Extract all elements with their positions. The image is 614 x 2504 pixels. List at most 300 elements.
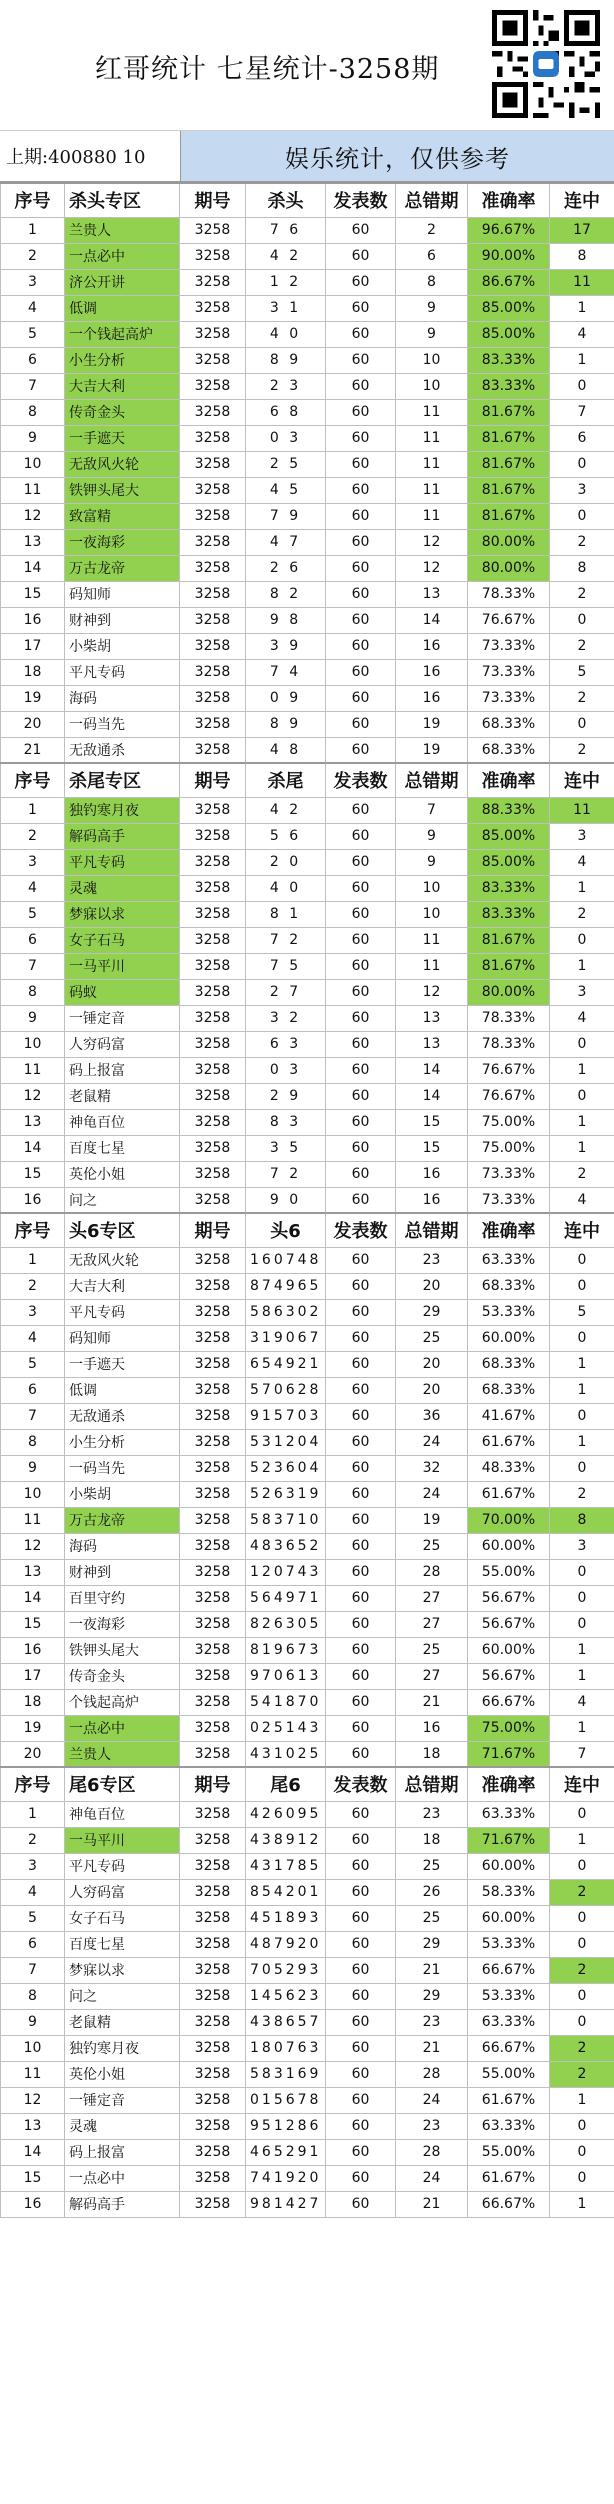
table-cell: 15 (1, 1161, 65, 1187)
table-cell: 20 (1, 711, 65, 737)
table-cell: 3258 (180, 2061, 246, 2087)
table-row (1, 1853, 614, 1879)
table-row (1, 373, 614, 399)
table-cell: 75.00% (468, 1715, 550, 1741)
table-cell: 8 9 (246, 347, 326, 373)
table-cell: 20 (396, 1273, 468, 1299)
table-cell: 一码当先 (65, 711, 180, 737)
table-cell: 55.00% (468, 2061, 550, 2087)
table-cell: 10 (1, 1031, 65, 1057)
column-header: 序号 (1, 183, 65, 217)
table-cell: 一个钱起高炉 (65, 321, 180, 347)
table-cell: 83.33% (468, 901, 550, 927)
stats-table-body (1, 183, 614, 2217)
table-cell: 60 (326, 1377, 396, 1403)
table-cell: 78.33% (468, 581, 550, 607)
table-cell: 60 (326, 581, 396, 607)
table-cell: 码上报富 (65, 2139, 180, 2165)
table-cell: 3258 (180, 373, 246, 399)
table-cell: 一手遮天 (65, 1351, 180, 1377)
table-cell: 0 (550, 1325, 614, 1351)
table-cell: 160748 (246, 1247, 326, 1273)
table-cell: 21 (396, 2191, 468, 2217)
table-cell: 60 (326, 1187, 396, 1213)
table-cell: 4 (1, 1879, 65, 1905)
table-cell: 7 2 (246, 1161, 326, 1187)
table-row (1, 711, 614, 737)
table-row (1, 2165, 614, 2191)
table-cell: 68.33% (468, 737, 550, 763)
table-cell: 3258 (180, 399, 246, 425)
table-cell: 1 (550, 1377, 614, 1403)
table-row (1, 633, 614, 659)
table-cell: 583710 (246, 1507, 326, 1533)
table-cell: 951286 (246, 2113, 326, 2139)
table-cell: 438657 (246, 2009, 326, 2035)
table-cell: 145623 (246, 1983, 326, 2009)
table-cell: 11 (396, 425, 468, 451)
section-header-row (1, 1767, 614, 1801)
table-row (1, 1247, 614, 1273)
table-cell: 5 6 (246, 823, 326, 849)
table-cell: 523604 (246, 1455, 326, 1481)
table-cell: 6 8 (246, 399, 326, 425)
table-cell: 60 (326, 295, 396, 321)
table-cell: 3258 (180, 633, 246, 659)
table-cell: 1 (550, 1827, 614, 1853)
stats-table (0, 182, 614, 2218)
table-cell: 24 (396, 2165, 468, 2191)
table-cell: 29 (396, 1983, 468, 2009)
table-cell: 3258 (180, 1161, 246, 1187)
table-cell: 3258 (180, 1827, 246, 1853)
table-cell: 3258 (180, 1983, 246, 2009)
table-cell: 14 (396, 1057, 468, 1083)
table-cell: 874965 (246, 1273, 326, 1299)
table-cell: 11 (1, 477, 65, 503)
table-cell: 9 (1, 2009, 65, 2035)
table-cell: 14 (1, 1585, 65, 1611)
table-row (1, 1879, 614, 1905)
table-cell: 兰贵人 (65, 1741, 180, 1767)
table-cell: 60 (326, 451, 396, 477)
table-cell: 19 (1, 685, 65, 711)
table-cell: 53.33% (468, 1931, 550, 1957)
table-cell: 3 5 (246, 1135, 326, 1161)
column-header: 杀头 (246, 183, 326, 217)
table-cell: 705293 (246, 1957, 326, 1983)
table-row (1, 425, 614, 451)
table-row (1, 875, 614, 901)
table-cell: 0 9 (246, 685, 326, 711)
table-cell: 60 (326, 797, 396, 823)
table-cell: 85.00% (468, 321, 550, 347)
table-cell: 73.33% (468, 1161, 550, 1187)
table-cell: 1 (1, 1801, 65, 1827)
table-cell: 16 (1, 1187, 65, 1213)
table-row (1, 849, 614, 875)
table-row (1, 1715, 614, 1741)
table-cell: 3258 (180, 1299, 246, 1325)
table-cell: 60 (326, 1741, 396, 1767)
table-cell: 8 (1, 1429, 65, 1455)
table-cell: 23 (396, 1801, 468, 1827)
table-cell: 3258 (180, 295, 246, 321)
table-cell: 女子石马 (65, 1905, 180, 1931)
table-cell: 0 (550, 2009, 614, 2035)
table-cell: 25 (396, 1325, 468, 1351)
table-cell: 81.67% (468, 953, 550, 979)
table-row (1, 1983, 614, 2009)
table-cell: 15 (1, 2165, 65, 2191)
table-cell: 60 (326, 875, 396, 901)
table-cell: 0 (550, 1247, 614, 1273)
table-row (1, 243, 614, 269)
table-cell: 60 (326, 1325, 396, 1351)
table-cell: 10 (396, 875, 468, 901)
table-cell: 2 (550, 685, 614, 711)
table-cell: 一点必中 (65, 1715, 180, 1741)
table-cell: 19 (396, 711, 468, 737)
table-cell: 60 (326, 1247, 396, 1273)
table-cell: 60.00% (468, 1905, 550, 1931)
table-row (1, 2061, 614, 2087)
table-cell: 21 (396, 2035, 468, 2061)
table-cell: 3258 (180, 477, 246, 503)
table-cell: 3258 (180, 1931, 246, 1957)
table-cell: 60 (326, 1031, 396, 1057)
table-cell: 3258 (180, 1057, 246, 1083)
table-cell: 60 (326, 1715, 396, 1741)
table-cell: 0 (550, 2139, 614, 2165)
table-cell: 7 (1, 373, 65, 399)
table-cell: 23 (396, 1247, 468, 1273)
column-header: 准确率 (468, 763, 550, 797)
table-cell: 18 (396, 1827, 468, 1853)
table-cell: 12 (396, 979, 468, 1005)
table-cell: 3258 (180, 1533, 246, 1559)
table-cell: 73.33% (468, 659, 550, 685)
table-cell: 独钓寒月夜 (65, 797, 180, 823)
column-header: 总错期 (396, 1767, 468, 1801)
table-cell: 487920 (246, 1931, 326, 1957)
table-cell: 3258 (180, 1109, 246, 1135)
table-cell: 英伦小姐 (65, 2061, 180, 2087)
column-header: 连中 (550, 1213, 614, 1247)
table-cell: 60 (326, 1481, 396, 1507)
table-cell: 14 (1, 1135, 65, 1161)
table-cell: 60.00% (468, 1637, 550, 1663)
table-cell: 3258 (180, 1879, 246, 1905)
table-cell: 3258 (180, 737, 246, 763)
table-cell: 无敌风火轮 (65, 451, 180, 477)
table-cell: 3258 (180, 425, 246, 451)
table-cell: 18 (1, 1689, 65, 1715)
table-cell: 3258 (180, 503, 246, 529)
table-cell: 2 (396, 217, 468, 243)
table-cell: 0 (550, 1273, 614, 1299)
table-cell: 3258 (180, 1247, 246, 1273)
table-cell: 无敌通杀 (65, 737, 180, 763)
table-cell: 60 (326, 399, 396, 425)
table-cell: 3258 (180, 347, 246, 373)
table-cell: 3 (550, 1533, 614, 1559)
table-cell: 60 (326, 823, 396, 849)
table-cell: 85.00% (468, 295, 550, 321)
table-cell: 12 (1, 1083, 65, 1109)
column-header: 杀头专区 (65, 183, 180, 217)
column-header: 连中 (550, 1767, 614, 1801)
table-cell: 1 (550, 1057, 614, 1083)
table-cell: 21 (396, 1689, 468, 1715)
table-cell: 问之 (65, 1187, 180, 1213)
table-cell: 73.33% (468, 1187, 550, 1213)
table-cell: 76.67% (468, 607, 550, 633)
table-cell: 60 (326, 633, 396, 659)
table-cell: 60 (326, 2087, 396, 2113)
table-cell: 60 (326, 1611, 396, 1637)
table-cell: 60 (326, 1957, 396, 1983)
table-cell: 0 (550, 2113, 614, 2139)
table-cell: 28 (396, 2139, 468, 2165)
table-cell: 63.33% (468, 1247, 550, 1273)
table-cell: 24 (396, 1481, 468, 1507)
table-cell: 60 (326, 269, 396, 295)
table-cell: 码上报富 (65, 1057, 180, 1083)
table-cell: 81.67% (468, 399, 550, 425)
table-cell: 96.67% (468, 217, 550, 243)
table-cell: 1 (550, 2087, 614, 2113)
table-cell: 8 (1, 399, 65, 425)
table-cell: 11 (1, 2061, 65, 2087)
last-period-label: 上期:400880 10 (6, 147, 146, 168)
table-cell: 60 (326, 1801, 396, 1827)
table-cell: 万古龙帝 (65, 1507, 180, 1533)
table-cell: 826305 (246, 1611, 326, 1637)
table-cell: 3 (1, 1853, 65, 1879)
table-cell: 60 (326, 1057, 396, 1083)
table-cell: 个钱起高炉 (65, 1689, 180, 1715)
table-cell: 神龟百位 (65, 1109, 180, 1135)
table-cell: 3258 (180, 581, 246, 607)
table-cell: 灵魂 (65, 2113, 180, 2139)
table-cell: 81.67% (468, 477, 550, 503)
table-cell: 4 8 (246, 737, 326, 763)
table-cell: 2 3 (246, 373, 326, 399)
table-cell: 0 (550, 451, 614, 477)
table-cell: 3258 (180, 2009, 246, 2035)
table-cell: 78.33% (468, 1031, 550, 1057)
table-cell: 60 (326, 2139, 396, 2165)
table-cell: 61.67% (468, 1481, 550, 1507)
table-cell: 5 (1, 1905, 65, 1931)
table-cell: 0 (550, 1905, 614, 1931)
table-cell: 3258 (180, 1957, 246, 1983)
table-cell: 483652 (246, 1533, 326, 1559)
table-cell: 0 (550, 1403, 614, 1429)
table-cell: 60 (326, 1559, 396, 1585)
table-row (1, 1005, 614, 1031)
table-cell: 60 (326, 477, 396, 503)
table-row (1, 1273, 614, 1299)
table-cell: 0 3 (246, 425, 326, 451)
table-row (1, 1031, 614, 1057)
column-header: 期号 (180, 1767, 246, 1801)
table-cell: 76.67% (468, 1057, 550, 1083)
table-cell: 3258 (180, 1689, 246, 1715)
table-cell: 60 (326, 503, 396, 529)
table-cell: 1 (550, 295, 614, 321)
table-cell: 1 (550, 1637, 614, 1663)
table-cell: 12 (1, 2087, 65, 2113)
table-row (1, 2139, 614, 2165)
table-cell: 3258 (180, 1031, 246, 1057)
table-cell: 81.67% (468, 425, 550, 451)
table-cell: 60 (326, 2191, 396, 2217)
table-cell: 60 (326, 425, 396, 451)
table-cell: 23 (396, 2113, 468, 2139)
table-cell: 13 (396, 581, 468, 607)
table-cell: 68.33% (468, 1273, 550, 1299)
column-header: 尾6 (246, 1767, 326, 1801)
table-cell: 13 (1, 529, 65, 555)
table-cell: 60 (326, 2009, 396, 2035)
table-cell: 7 4 (246, 659, 326, 685)
table-cell: 1 (550, 953, 614, 979)
column-header: 准确率 (468, 1213, 550, 1247)
table-cell: 5 (1, 321, 65, 347)
table-cell: 3258 (180, 1905, 246, 1931)
table-cell: 小生分析 (65, 1429, 180, 1455)
table-cell: 68.33% (468, 1351, 550, 1377)
table-cell: 180763 (246, 2035, 326, 2061)
table-cell: 16 (396, 659, 468, 685)
table-cell: 4 (1, 875, 65, 901)
table-cell: 一马平川 (65, 953, 180, 979)
table-cell: 17 (1, 1663, 65, 1689)
table-cell: 兰贵人 (65, 217, 180, 243)
table-row (1, 1905, 614, 1931)
table-cell: 一锤定音 (65, 2087, 180, 2113)
table-cell: 9 0 (246, 1187, 326, 1213)
section-header-row (1, 183, 614, 217)
table-cell: 传奇金头 (65, 1663, 180, 1689)
table-cell: 8 (550, 243, 614, 269)
table-cell: 人穷码富 (65, 1879, 180, 1905)
table-cell: 13 (1, 2113, 65, 2139)
table-cell: 3258 (180, 321, 246, 347)
table-cell: 老鼠精 (65, 2009, 180, 2035)
table-cell: 3258 (180, 1637, 246, 1663)
table-cell: 3258 (180, 1187, 246, 1213)
table-cell: 60 (326, 685, 396, 711)
table-cell: 7 (550, 399, 614, 425)
table-cell: 12 (396, 529, 468, 555)
table-cell: 3258 (180, 1273, 246, 1299)
table-row (1, 321, 614, 347)
table-cell: 741920 (246, 2165, 326, 2191)
table-cell: 27 (396, 1585, 468, 1611)
column-header: 尾6专区 (65, 1767, 180, 1801)
table-cell: 41.67% (468, 1403, 550, 1429)
table-cell: 3258 (180, 1853, 246, 1879)
table-cell: 人穷码富 (65, 1031, 180, 1057)
table-cell: 83.33% (468, 875, 550, 901)
table-cell: 6 (1, 347, 65, 373)
table-cell: 17 (1, 633, 65, 659)
table-cell: 60 (326, 979, 396, 1005)
table-cell: 6 (396, 243, 468, 269)
column-header: 总错期 (396, 763, 468, 797)
table-cell: 一夜海彩 (65, 1611, 180, 1637)
table-cell: 60 (326, 953, 396, 979)
table-cell: 60 (326, 2113, 396, 2139)
table-cell: 60 (326, 1109, 396, 1135)
table-row (1, 1403, 614, 1429)
table-row (1, 797, 614, 823)
column-header: 连中 (550, 183, 614, 217)
table-row (1, 1741, 614, 1767)
table-cell: 5 (550, 1299, 614, 1325)
table-cell: 3258 (180, 451, 246, 477)
table-cell: 3258 (180, 2165, 246, 2191)
table-cell: 66.67% (468, 1689, 550, 1715)
table-cell: 60 (326, 1403, 396, 1429)
table-cell: 60 (326, 1689, 396, 1715)
table-cell: 5 (1, 901, 65, 927)
table-cell: 531204 (246, 1429, 326, 1455)
table-cell: 3 (1, 1299, 65, 1325)
table-cell: 55.00% (468, 1559, 550, 1585)
table-cell: 3258 (180, 849, 246, 875)
table-cell: 431025 (246, 1741, 326, 1767)
table-cell: 60 (326, 1663, 396, 1689)
table-row (1, 269, 614, 295)
table-cell: 81.67% (468, 503, 550, 529)
table-cell: 3258 (180, 1481, 246, 1507)
table-cell: 3258 (180, 875, 246, 901)
table-cell: 8 (550, 1507, 614, 1533)
table-row (1, 1663, 614, 1689)
table-cell: 3258 (180, 901, 246, 927)
column-header: 准确率 (468, 183, 550, 217)
table-row (1, 1559, 614, 1585)
table-cell: 17 (550, 217, 614, 243)
table-cell: 10 (1, 1481, 65, 1507)
table-cell: 0 (550, 1931, 614, 1957)
table-cell: 16 (1, 607, 65, 633)
table-cell: 9 (396, 849, 468, 875)
table-cell: 56.67% (468, 1663, 550, 1689)
table-cell: 81.67% (468, 927, 550, 953)
table-cell: 3258 (180, 1135, 246, 1161)
table-cell: 9 (1, 1455, 65, 1481)
table-cell: 1 2 (246, 269, 326, 295)
table-row (1, 451, 614, 477)
table-row (1, 2191, 614, 2217)
table-cell: 平凡专码 (65, 849, 180, 875)
table-row (1, 1057, 614, 1083)
table-cell: 11 (396, 927, 468, 953)
table-cell: 60 (326, 607, 396, 633)
table-cell: 8 (1, 1983, 65, 2009)
table-cell: 英伦小姐 (65, 1161, 180, 1187)
table-cell: 4 2 (246, 797, 326, 823)
table-cell: 60.00% (468, 1533, 550, 1559)
table-cell: 68.33% (468, 1377, 550, 1403)
table-cell: 25 (396, 1905, 468, 1931)
table-cell: 平凡专码 (65, 1299, 180, 1325)
